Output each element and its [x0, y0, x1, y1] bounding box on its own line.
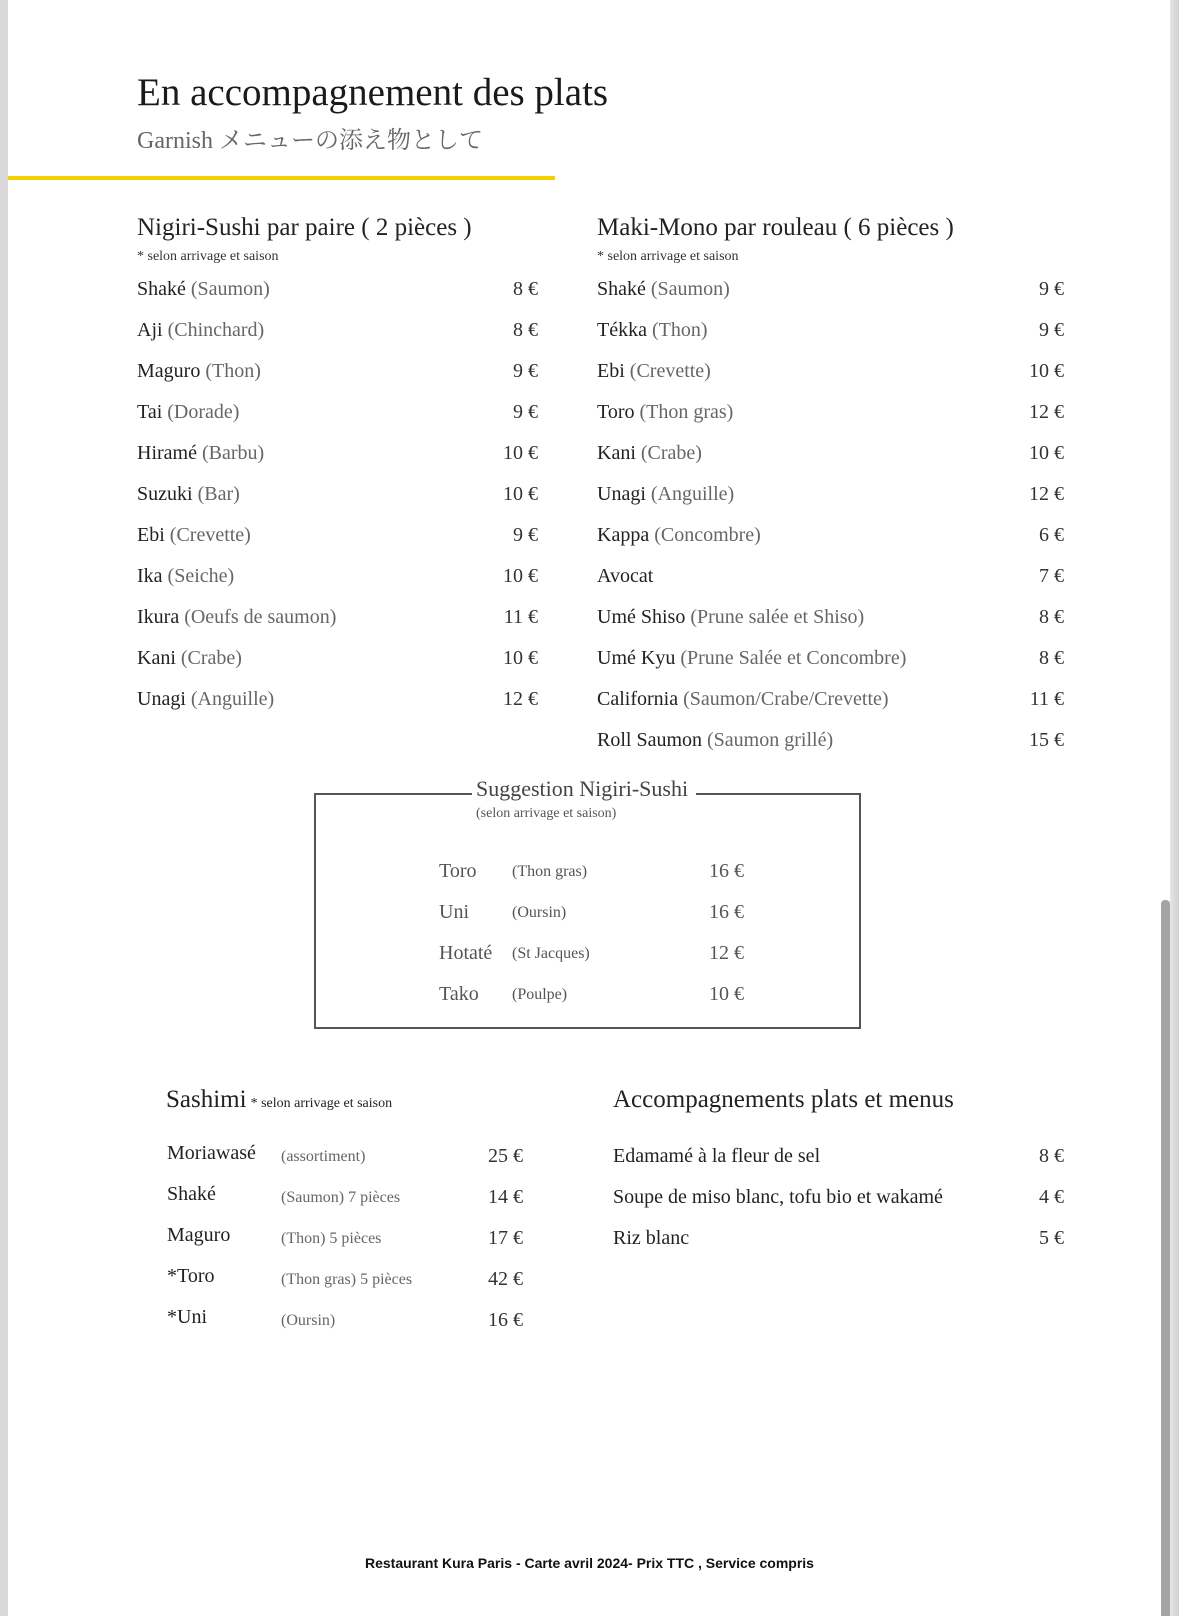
sides-item: [613, 1143, 820, 1169]
suggestion-note: (selon arrivage et saison): [476, 806, 617, 821]
sashimi-item-description: (Thon) 5 pièces: [281, 1230, 382, 1247]
maki-item: [597, 727, 833, 753]
sashimi-item-name: Moriawasé: [167, 1142, 256, 1164]
suggestion-item-price: 10 €: [709, 983, 744, 1005]
item-price: 10 €: [503, 647, 538, 669]
item-name: Umé Shiso: [597, 606, 686, 628]
sashimi-item-price: 42 €: [488, 1268, 523, 1290]
item-name: Edamamé à la fleur de sel: [613, 1145, 821, 1167]
item-name: Kani: [597, 442, 636, 464]
item-description: (Saumon grillé): [707, 729, 834, 751]
nigiri-item: [137, 522, 251, 548]
item-name: Ika: [137, 565, 163, 587]
item-name: Kani: [137, 647, 176, 669]
item-description: (Crevette): [629, 360, 711, 382]
suggestion-item-name: Uni: [439, 901, 469, 923]
item-description: (Barbu): [201, 442, 265, 464]
footer-text: Restaurant Kura Paris - Carte avril 2024- Prix TTC , Service compris: [365, 1555, 814, 1571]
suggestion-title: Suggestion Nigiri-Sushi: [472, 776, 696, 802]
sashimi-item-price: 17 €: [488, 1227, 523, 1249]
item-name: Tékka: [597, 319, 647, 341]
item-price: 8 €: [513, 278, 538, 300]
item-price: 10 €: [1029, 442, 1064, 464]
sides-item: [613, 1184, 943, 1210]
sashimi-item-price: 16 €: [488, 1309, 523, 1331]
item-price: 9 €: [513, 524, 538, 546]
item-description: (Saumon): [650, 278, 730, 300]
item-price: 12 €: [503, 688, 538, 710]
sashimi-item-name: *Uni: [167, 1306, 207, 1328]
maki-item: [597, 317, 708, 343]
suggestion-item-description: (Thon gras): [512, 863, 588, 880]
sashimi-item-name: Shaké: [167, 1183, 216, 1205]
item-name: Hiramé: [137, 442, 197, 464]
item-name: Shaké: [137, 278, 186, 300]
suggestion-item-price: 16 €: [709, 901, 744, 923]
item-price: 7 €: [1039, 565, 1064, 587]
sashimi-item-name: *Toro: [167, 1265, 215, 1287]
item-description: (Dorade): [167, 401, 240, 423]
item-name: Suzuki: [137, 483, 193, 505]
item-name: Umé Kyu: [597, 647, 676, 669]
item-description: (Bar): [197, 483, 240, 505]
nigiri-item: [137, 686, 274, 712]
nigiri-item: [137, 317, 264, 343]
nigiri-item: [137, 276, 270, 302]
nigiri-item: [137, 399, 239, 425]
item-price: 4 €: [1039, 1186, 1064, 1208]
sashimi-item-description: (Oursin): [281, 1312, 336, 1329]
suggestion-item-name: Hotaté: [439, 942, 493, 964]
sashimi-item-description: (Thon gras) 5 pièces: [281, 1271, 413, 1288]
suggestion-item-price: 16 €: [709, 860, 744, 882]
suggestion-item-name: Toro: [439, 860, 477, 882]
maki-item: [597, 358, 711, 384]
item-price: 5 €: [1039, 1227, 1064, 1249]
nigiri-item: [137, 604, 336, 630]
sashimi-item-price: 14 €: [488, 1186, 523, 1208]
item-price: 11 €: [1029, 688, 1064, 710]
item-description: (Crevette): [169, 524, 251, 546]
suggestion-item-price: 12 €: [709, 942, 744, 964]
maki-item: [597, 645, 906, 671]
item-description: (Saumon/Crabe/Crevette): [683, 688, 889, 710]
scrollbar-track[interactable]: [1170, 0, 1179, 1616]
item-price: 10 €: [503, 442, 538, 464]
item-description: (Thon): [205, 360, 261, 382]
item-description: (Seiche): [167, 565, 235, 587]
nigiri-item: [137, 481, 240, 507]
item-description: (Thon gras): [639, 401, 734, 423]
sashimi-header: [166, 1086, 392, 1114]
sashimi-item-price: 25 €: [488, 1145, 523, 1167]
item-name: Ebi: [137, 524, 165, 546]
item-price: 9 €: [1039, 319, 1064, 341]
item-name: Maguro: [137, 360, 201, 382]
item-name: Soupe de miso blanc, tofu bio et wakamé: [613, 1186, 943, 1208]
item-price: 9 €: [513, 401, 538, 423]
item-name: Unagi: [597, 483, 646, 505]
item-price: 6 €: [1039, 524, 1064, 546]
item-name: Roll Saumon: [597, 729, 703, 751]
item-name: Aji: [137, 319, 163, 341]
scrollbar-thumb[interactable]: [1161, 900, 1170, 1616]
sashimi-item-description: (assortiment): [281, 1148, 366, 1165]
nigiri-item: [137, 358, 261, 384]
nigiri-item: [137, 645, 242, 671]
accent-divider: [8, 176, 555, 180]
maki-item: [597, 481, 734, 507]
maki-item: [597, 686, 889, 712]
maki-item: [597, 604, 864, 630]
item-price: 15 €: [1029, 729, 1064, 751]
maki-item: [597, 563, 653, 589]
nigiri-item: [137, 563, 234, 589]
maki-item: [597, 399, 733, 425]
item-description: (Oeufs de saumon): [184, 606, 337, 628]
item-description: (Saumon): [190, 278, 270, 300]
item-price: 12 €: [1029, 401, 1064, 423]
item-price: 8 €: [513, 319, 538, 341]
sides-title: Accompagnements plats et menus: [613, 1086, 954, 1113]
item-name: Avocat: [597, 565, 654, 587]
sashimi-item-name: Maguro: [167, 1224, 231, 1246]
item-name: Riz blanc: [613, 1227, 690, 1249]
suggestion-item-description: (St Jacques): [512, 945, 590, 962]
item-price: 8 €: [1039, 1145, 1064, 1167]
item-name: Kappa: [597, 524, 650, 546]
suggestion-item-name: Tako: [439, 983, 479, 1005]
item-name: Toro: [597, 401, 635, 423]
suggestion-item-description: (Poulpe): [512, 986, 568, 1003]
item-description: (Prune Salée et Concombre): [680, 647, 907, 669]
item-name: Ikura: [137, 606, 180, 628]
item-description: (Thon): [651, 319, 708, 341]
maki-item: [597, 276, 730, 302]
item-name: Shaké: [597, 278, 646, 300]
maki-item: [597, 522, 761, 548]
item-price: 10 €: [1029, 360, 1064, 382]
item-name: California: [597, 688, 679, 710]
item-description: (Prune salée et Shiso): [690, 606, 865, 628]
item-price: 9 €: [1039, 278, 1064, 300]
item-description: (Crabe): [640, 442, 702, 464]
maki-note: * selon arrivage et saison: [597, 249, 739, 264]
item-price: 10 €: [503, 483, 538, 505]
item-description: (Anguille): [190, 688, 275, 710]
maki-item: [597, 440, 702, 466]
nigiri-title: Nigiri-Sushi par paire ( 2 pièces ): [137, 214, 472, 241]
nigiri-note: * selon arrivage et saison: [137, 249, 279, 264]
item-price: 11 €: [503, 606, 538, 628]
item-name: Ebi: [597, 360, 625, 382]
sashimi-title: Sashimi: [166, 1086, 247, 1113]
item-description: (Anguille): [650, 483, 735, 505]
item-price: 8 €: [1039, 647, 1064, 669]
sashimi-note: * selon arrivage et saison: [250, 1096, 393, 1111]
item-price: 9 €: [513, 360, 538, 382]
page-title: En accompagnement des plats: [137, 71, 609, 114]
item-price: 12 €: [1029, 483, 1064, 505]
suggestion-item-description: (Oursin): [512, 904, 567, 921]
page-subtitle: Garnish メニューの添え物として: [137, 128, 483, 154]
sashimi-item-description: (Saumon) 7 pièces: [281, 1189, 401, 1206]
item-description: (Crabe): [180, 647, 242, 669]
left-page-edge: [0, 0, 8, 1616]
item-price: 10 €: [503, 565, 538, 587]
item-description: (Concombre): [654, 524, 761, 546]
sides-item: [613, 1225, 689, 1251]
item-name: Tai: [137, 401, 163, 423]
nigiri-item: [137, 440, 264, 466]
suggestion-box: [314, 793, 861, 1029]
item-price: 8 €: [1039, 606, 1064, 628]
item-name: Unagi: [137, 688, 186, 710]
item-description: (Chinchard): [167, 319, 265, 341]
maki-title: Maki-Mono par rouleau ( 6 pièces ): [597, 214, 954, 241]
